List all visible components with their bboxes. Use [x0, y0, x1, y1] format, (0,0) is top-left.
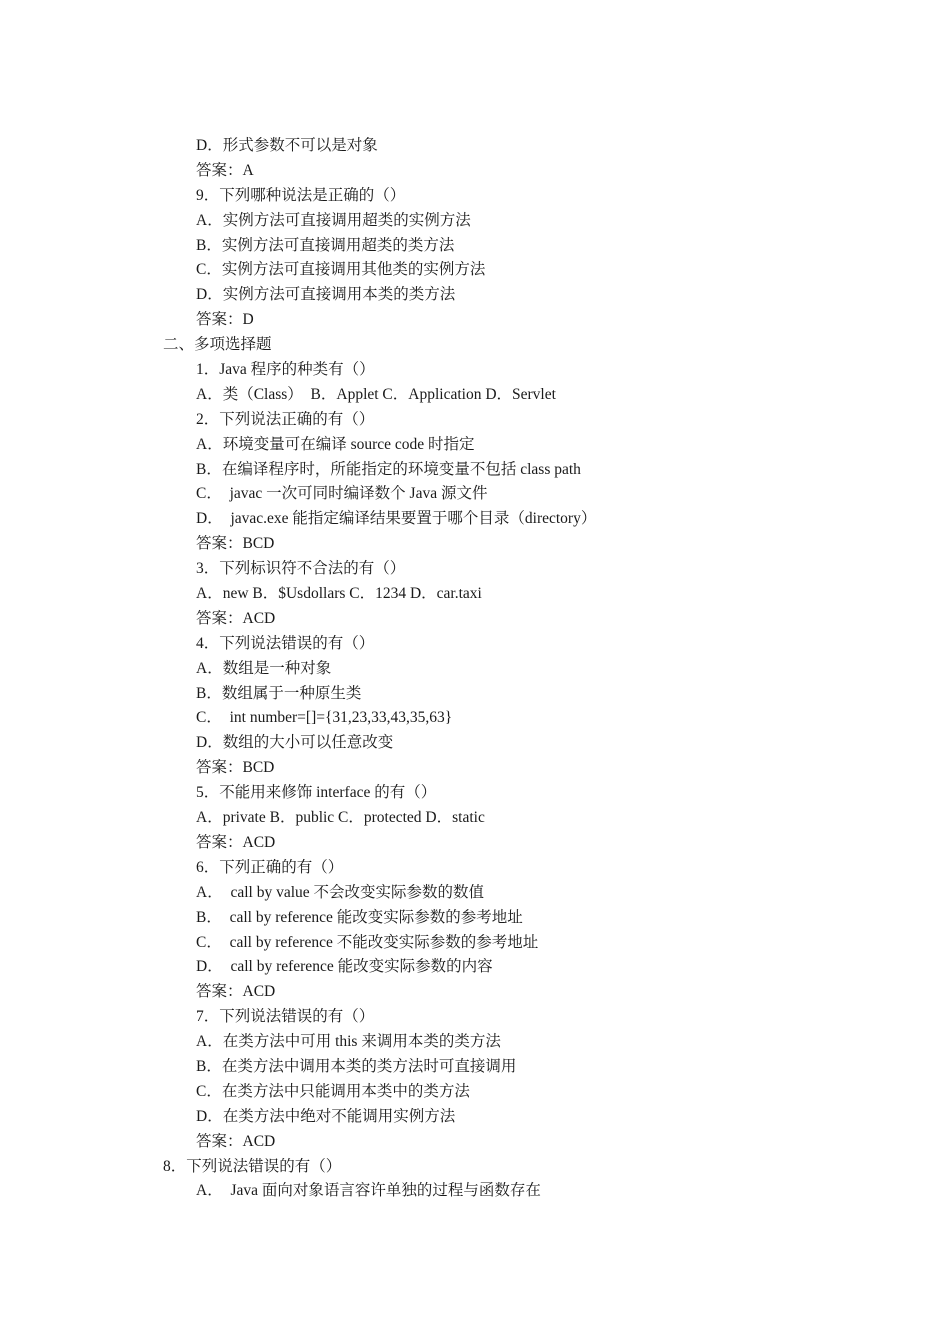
- option-line: B． call by reference 能改变实际参数的参考地址: [196, 908, 523, 926]
- option-line: A．private B．public C．protected D．static: [196, 809, 485, 827]
- option-line: D． javac.exe 能指定编译结果要置于哪个目录（directory）: [196, 510, 597, 528]
- option-line: A． call by value 不会改变实际参数的数值: [196, 883, 485, 901]
- option-line: C． int number=[]={31,23,33,43,35,63}: [196, 709, 453, 727]
- answer-line: 答案：BCD: [196, 535, 275, 553]
- question-line: 2．下列说法正确的有（）: [196, 410, 375, 428]
- section-heading: 二、多项选择题: [163, 336, 272, 354]
- question-line: 4．下列说法错误的有（）: [196, 634, 375, 652]
- option-line: A．在类方法中可用 this 来调用本类的类方法: [196, 1033, 501, 1051]
- answer-line: 答案：A: [196, 161, 254, 179]
- option-line: C．实例方法可直接调用其他类的实例方法: [196, 261, 486, 279]
- question-line: 3．下列标识符不合法的有（）: [196, 560, 406, 578]
- option-line: A． Java 面向对象语言容许单独的过程与函数存在: [196, 1182, 541, 1200]
- answer-line: 答案：ACD: [196, 983, 276, 1001]
- question-line: 6．下列正确的有（）: [196, 858, 344, 876]
- question-line: 5．不能用来修饰 interface 的有（）: [196, 784, 437, 802]
- question-line: 8．下列说法错误的有（）: [163, 1157, 342, 1175]
- option-line: D．形式参数不可以是对象: [196, 137, 378, 154]
- option-line: C． call by reference 不能改变实际参数的参考地址: [196, 933, 539, 951]
- question-line: 9．下列哪种说法是正确的（）: [196, 186, 406, 204]
- option-line: B．在编译程序时，所能指定的环境变量不包括 class path: [196, 460, 581, 478]
- answer-line: 答案：ACD: [196, 609, 276, 627]
- option-line: C． javac 一次可同时编译数个 Java 源文件: [196, 485, 488, 503]
- option-line: A．实例方法可直接调用超类的实例方法: [196, 211, 471, 229]
- answer-line: 答案：BCD: [196, 759, 275, 777]
- option-line: B．实例方法可直接调用超类的类方法: [196, 236, 455, 254]
- option-line: B．在类方法中调用本类的类方法时可直接调用: [196, 1057, 517, 1075]
- option-line: D． call by reference 能改变实际参数的内容: [196, 958, 493, 976]
- option-line: D．在类方法中绝对不能调用实例方法: [196, 1107, 456, 1125]
- option-line: A．类（Class） B．Applet C．Application D．Servlet: [196, 385, 556, 403]
- option-line: A．数组是一种对象: [196, 659, 332, 677]
- option-line: B．数组属于一种原生类: [196, 684, 362, 702]
- option-line: D．数组的大小可以任意改变: [196, 734, 394, 752]
- option-line: A．环境变量可在编译 source code 时指定: [196, 435, 475, 453]
- answer-line: 答案：ACD: [196, 833, 276, 851]
- answer-line: 答案：D: [196, 311, 254, 329]
- question-line: 1．Java 程序的种类有（）: [196, 361, 375, 379]
- option-line: C．在类方法中只能调用本类中的类方法: [196, 1082, 470, 1100]
- answer-line: 答案：ACD: [196, 1132, 276, 1150]
- document-page: [0, 134, 950, 1204]
- question-line: 7．下列说法错误的有（）: [196, 1008, 375, 1026]
- option-line: D．实例方法可直接调用本类的类方法: [196, 286, 456, 304]
- option-line: A．new B．$Usdollars C．1234 D．car.taxi: [196, 585, 482, 603]
